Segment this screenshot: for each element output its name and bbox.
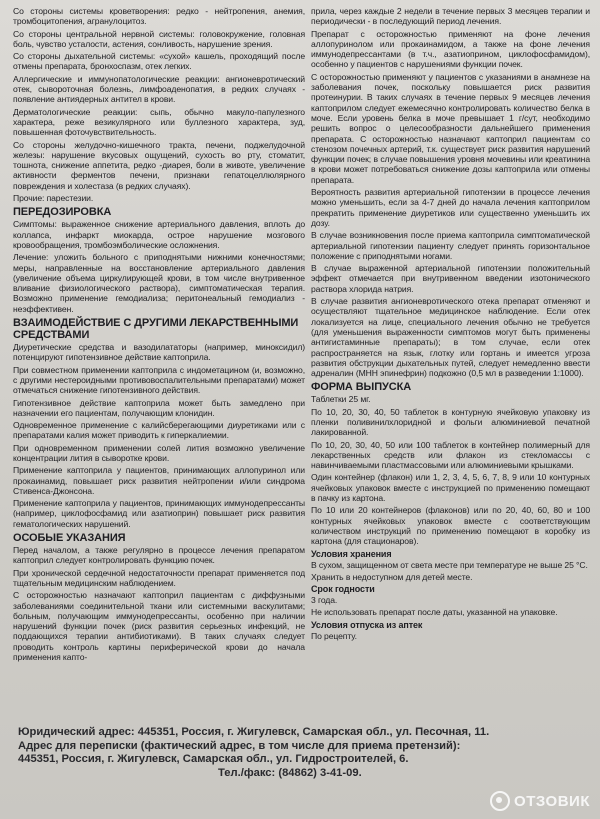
otzovik-watermark — [490, 791, 590, 811]
dispense-paragraph-1: По рецепту. — [311, 630, 357, 641]
footer-addresses — [18, 726, 578, 780]
interaction-paragraph-1: Диуретические средства и вазодилататоры (например, миноксидил) потенцируют гипотензивное действие каптоприла. — [13, 342, 305, 363]
right-paragraph-1: прила, через каждые 2 недели в течение первых 3 месяцев терапии и периодически - в последующий период лечения. — [311, 6, 590, 27]
mail-address-line-2: 445351, Россия, г. Жигулевск, Самарская обл., ул. Гидростроителей, 6. — [18, 753, 409, 765]
left-column — [13, 6, 305, 664]
dispense-heading: Условия отпуска из аптек — [311, 619, 423, 630]
watermark-text: ОТЗОВИК — [514, 792, 590, 810]
release-form-heading: ФОРМА ВЫПУСКА — [311, 381, 412, 394]
intro-paragraph-3: Со стороны дыхательной системы: «сухой» кашель, проходящий после отмены препарата, бронхоспазм, отек легких. — [13, 51, 305, 72]
intro-paragraph-6: Со стороны желудочно-кишечного тракта, печени, поджелудочной железы: нарушение вкусовых ощущений, сухость во рту, стоматит, тошнота, снижение аппетита, редко -диарея, боли в животе, увеличение активности ферментов печени, признаки гепатоцеллюлярного повреждения и холестаза (в редких случаях). — [13, 139, 305, 191]
right-paragraph-3: С осторожностью применяют у пациентов с указаниями в анамнезе на заболевания почек, поскольку повышается риск развития протеинурии. В таких случаях в течение первых 9 месяцев лечения каптоприлом следует ежемесячно контролировать количество белка в моче. Если уровень белка в моче превышает 1 г/сут, необходимо решить вопрос о целесообразности дальнейшего применения препарата. С осторожностью назначают каптоприл пациентам со стенозом почечных артерий, т.к. существует риск развития нарушений функции почек; в случае повышения уровня мочевины или креатинина в крови может потребоваться снижение дозы каптоприла или отмены препарата. — [311, 71, 590, 185]
shelf-paragraph-2: Не использовать препарат после даты, указанной на упаковке. — [311, 607, 558, 618]
special-instructions-heading: ОСОБЫЕ УКАЗАНИЯ — [13, 532, 126, 545]
interaction-paragraph-6: Применение каптоприла у пациентов, принимающих аллопуринол или прокаинамид, повышает риск развития нейтропении и/или синдрома Стивенса-Джонсона. — [13, 465, 305, 496]
intro-paragraph-1: Со стороны системы кроветворения: редко - нейтропения, анемия, тромбоцитопения, агранулоцитоз. — [13, 6, 305, 27]
interaction-paragraph-5: При одновременном применении солей лития возможно увеличение концентрации лития в сыворотке крови. — [13, 442, 305, 463]
phone-fax: Тел./факс: (84862) 3-41-09. — [218, 766, 362, 779]
interaction-paragraph-2: При совместном применении каптоприла с индометацином (и, возможно, с другими нестероидными противовоспалительными препаратами) может отмечаться снижение гипотензивного действия. — [13, 364, 305, 396]
intro-paragraph-5: Дерматологические реакции: сыпь, обычно макуло-папулезного характера, реже везикулярного или буллезного характера, зуд, повышенная фоточувствительность. — [13, 106, 305, 138]
form-paragraph-4: Один контейнер (флакон) или 1, 2, 3, 4, 5, 6, 7, 8, 9 или 10 контурных ячейковых упаковок вместе с инструкцией по применению помещают в пачку из картона. — [311, 472, 590, 504]
interaction-paragraph-7: Применение каптоприла у пациентов, принимающих иммунодепрессанты (например, циклофосфамид или азатиоприн) повышает риск развития гематологических нарушений. — [13, 498, 305, 529]
storage-heading: Условия хранения — [311, 548, 392, 559]
overdose-paragraph-2: Лечение: уложить больного с приподнятыми нижними конечностями; меры, направленные на восстановление артериального давления (увеличение объема циркулирующей крови, в том числе внутривенное вливание физиологического раствора), симптоматическая терапия. Возможно применение гемодиализа; перитонеальный гемодиализ - неэффективен. — [13, 252, 305, 314]
intro-paragraph-7: Прочие: парестезии. — [13, 193, 94, 204]
right-paragraph-5: В случае возникновения после приема каптоприла симптоматической артериальной гипотензии пациенту следует принять горизонтальное положение с приподнятыми ногами. — [311, 230, 590, 261]
form-paragraph-1: Таблетки 25 мг. — [311, 394, 371, 405]
storage-paragraph-2: Хранить в недоступном для детей месте. — [311, 571, 473, 582]
interaction-paragraph-4: Одновременное применение с калийсберегающими диуретиками или с препаратами калия может приводить к гиперкалиемии. — [13, 420, 305, 441]
special-paragraph-3: С осторожностью назначают каптоприл пациентам с диффузными заболеваниями соединительной ткани или системными васкулитами; больным, получающим иммунодепрессанты, особенно при наличии нарушений функции почек (риск развития серьезных инфекций, не поддающихся терапии антибиотиками). В таких случаях следует проводить контроль картины периферической крови до начала применения капто- — [13, 590, 305, 663]
right-paragraph-7: В случае развития ангионевротического отека препарат отменяют и осуществляют тщательное медицинское наблюдение. Если отек локализуется на лице, специального лечения обычно не требуется (для уменьшения выраженности симптомов могут быть применены антигистаминные препараты); в том случае, если отек распространяется на язык, глотку или гортань и имеется угроза развития обструкции дыхательных путей, следует немедленно ввести адреналин (МНН эпинефрин) подкожно (0,5 мл в разведении 1:1000). — [311, 296, 590, 379]
mail-address-line-1: Адрес для переписки (фактический адрес, в том числе для приема претензий): — [18, 739, 461, 752]
form-paragraph-2: По 10, 20, 30, 40, 50 таблеток в контурную ячейковую упаковку из пленки поливинилхлоридной и фольги алюминиевой печатной лакированной. — [311, 406, 590, 438]
right-column — [311, 6, 590, 643]
special-paragraph-1: Перед началом, а также регулярно в процессе лечения препаратом каптоприл следует контролировать функцию почек. — [13, 545, 305, 566]
shelf-paragraph-1: 3 года. — [311, 595, 338, 606]
overdose-heading: ПЕРЕДОЗИРОВКА — [13, 206, 112, 219]
interaction-paragraph-3: Гипотензивное действие каптоприла может быть замедлено при назначении его пациентам, получающим клонидин. — [13, 397, 305, 418]
storage-paragraph-1: В сухом, защищенном от света месте при температуре не выше 25 °С. — [311, 559, 588, 570]
shelf-life-heading: Срок годности — [311, 584, 375, 595]
interaction-heading: ВЗАИМОДЕЙСТВИЕ С ДРУГИМИ ЛЕКАРСТВЕННЫМИ СРЕДСТВАМИ — [13, 317, 299, 342]
legal-address: Юридический адрес: 445351, Россия, г. Жигулевск, Самарская обл., ул. Песочная, 11. — [18, 726, 490, 738]
right-paragraph-6: В случае выраженной артериальной гипотензии положительный эффект отмечается при внутривенном введении изотонического раствора хлорида натрия. — [311, 263, 590, 294]
right-paragraph-4: Вероятность развития артериальной гипотензии в процессе лечения можно уменьшить, если за 4-7 дней до начала лечения каптоприлом прекратить применение диуретиков или существенно уменьшить их дозу. — [311, 187, 590, 228]
form-paragraph-3: По 10, 20, 30, 40, 50 или 100 таблеток в контейнер полимерный для лекарственных средств или флакон из стекломассы с навинчиваемыми пластмассовыми или алюминиевыми крышками. — [311, 439, 590, 471]
intro-paragraph-4: Аллергические и иммунопатологические реакции: ангионевротический отек, сывороточная болезнь, лимфоаденопатия, в редких случаях - появление антиядерных антител в крови. — [13, 73, 305, 105]
special-paragraph-2: При хронической сердечной недостаточности препарат применяется под тщательным медицинским наблюдением. — [13, 567, 305, 588]
intro-paragraph-2: Со стороны центральной нервной системы: головокружение, головная боль, чувство усталости, астения, сонливость, нарушение зрения. — [13, 28, 305, 49]
otzovik-logo-icon — [490, 791, 510, 811]
overdose-paragraph-1: Симптомы: выраженное снижение артериального давления, вплоть до коллапса, инфаркт миокарда, острое нарушение мозгового кровообращения, тромбоэмболические осложнения. — [13, 219, 305, 250]
form-paragraph-5: По 10 или 20 контейнеров (флаконов) или по 20, 40, 60, 80 и 100 контурных ячейковых упаковок вместе с соответствующим количеством инструкций по применению помещают в коробку из картона (для стационаров). — [311, 505, 590, 547]
right-paragraph-2: Препарат с осторожностью применяют на фоне лечения аллопуринолом или прокаинамидом, а также на фоне лечения иммунодепрессантами (в т.ч., азатиоприном, циклофосфамидом), особенно у пациентов с нарушениями функции почек. — [311, 28, 590, 70]
